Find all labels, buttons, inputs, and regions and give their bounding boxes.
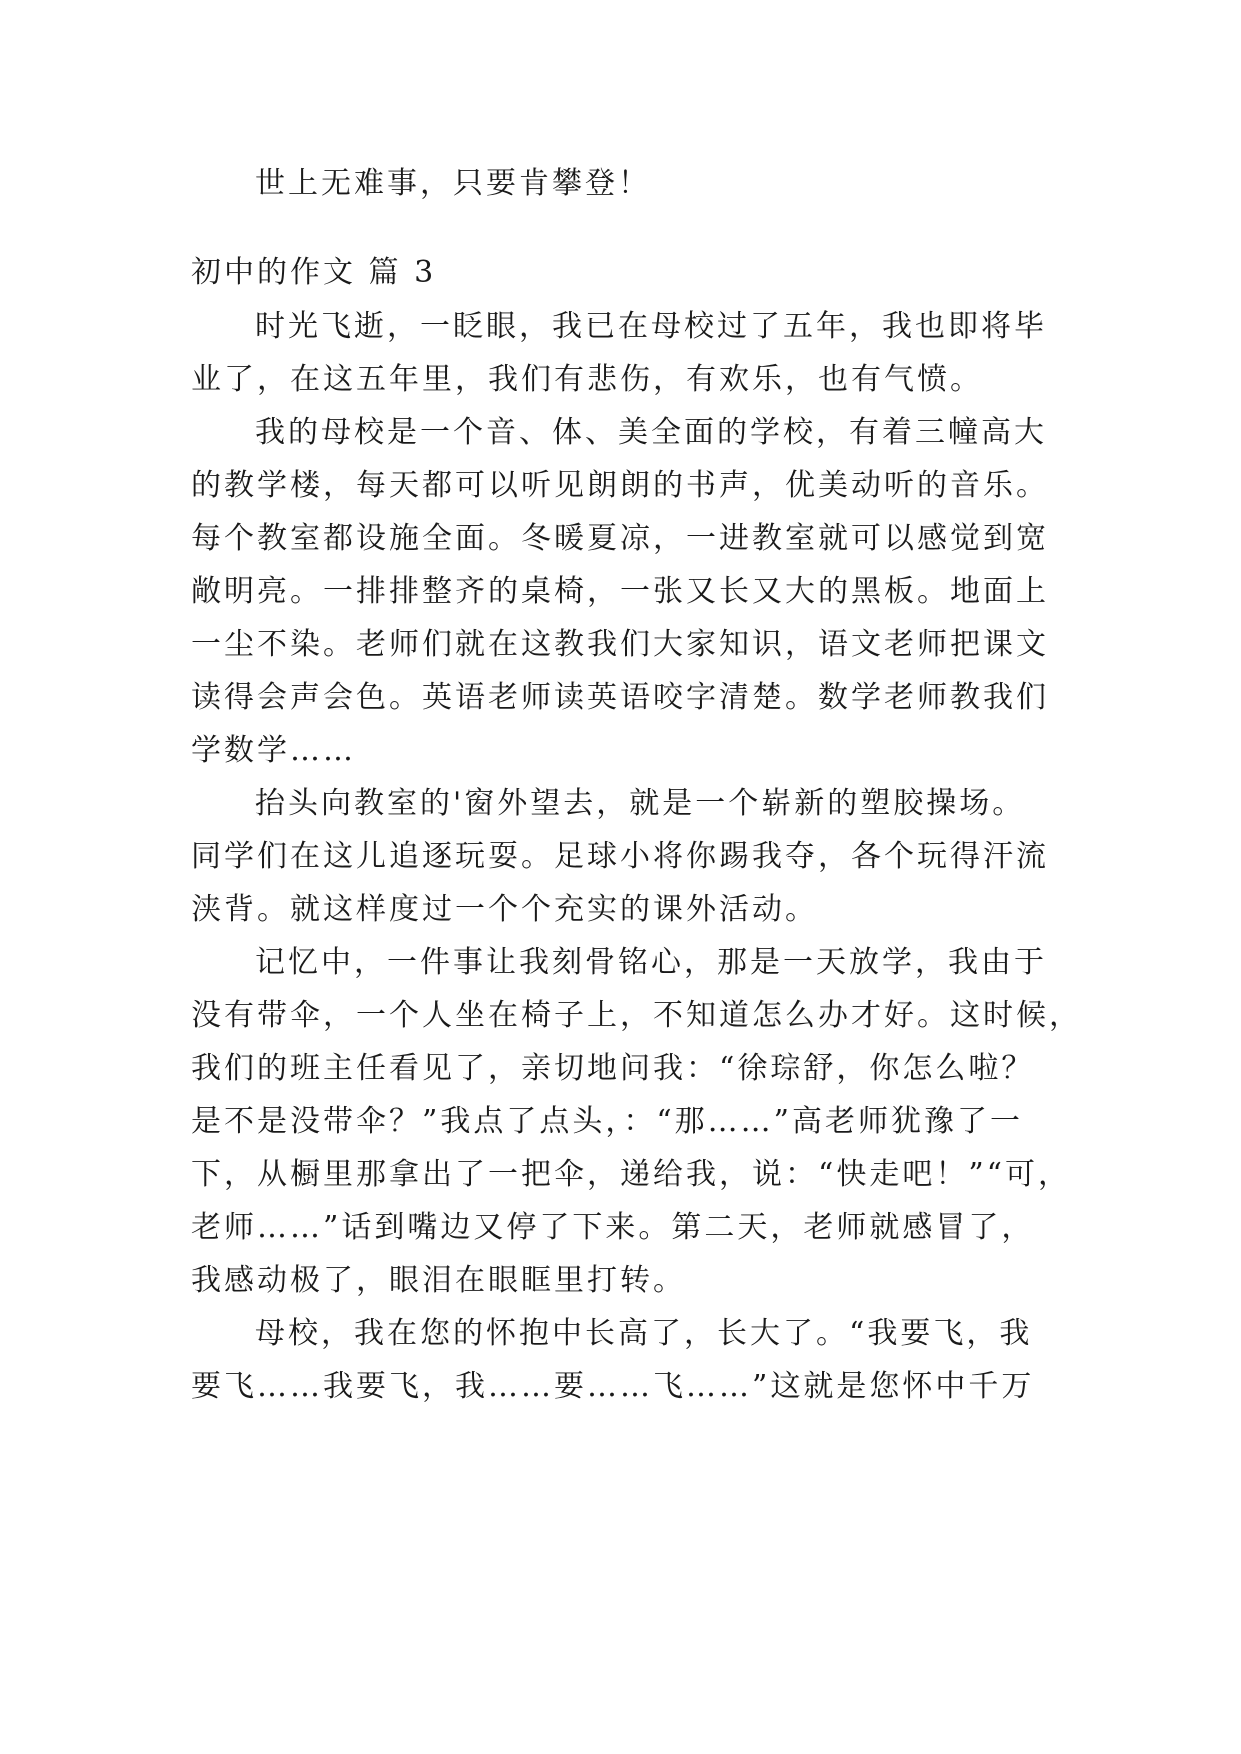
paragraph-line: 我感动极了，眼泪在眼眶里打转。 bbox=[191, 1263, 686, 1298]
paragraph-line: 每个教室都设施全面。冬暖夏凉，一进教室就可以感觉到宽 bbox=[191, 521, 1049, 556]
paragraph-line: 我的母校是一个音、体、美全面的学校，有着三幢高大 bbox=[255, 415, 1047, 450]
section-heading: 初中的作文 篇 3 bbox=[191, 255, 437, 290]
paragraph-line: 我们的班主任看见了，亲切地问我：“徐琮舒，你怎么啦？ bbox=[191, 1051, 1035, 1086]
paragraph-line: 记忆中，一件事让我刻骨铭心，那是一天放学，我由于 bbox=[255, 945, 1047, 980]
paragraph-line: 抬头向教室的'窗外望去，就是一个崭新的塑胶操场。 bbox=[255, 786, 1026, 821]
paragraph-line: 浃背。就这样度过一个个充实的课外活动。 bbox=[191, 892, 818, 927]
paragraph-line: 学数学…… bbox=[191, 733, 356, 768]
paragraph-line: 同学们在这儿追逐玩耍。足球小将你踢我夺，各个玩得汗流 bbox=[191, 839, 1049, 874]
paragraph-line: 老师……”话到嘴边又停了下来。第二天，老师就感冒了， bbox=[191, 1210, 1035, 1245]
paragraph-line: 下，从橱里那拿出了一把伞，递给我，说：“快走吧！”“可， bbox=[191, 1157, 1072, 1192]
paragraph-line: 没有带伞，一个人坐在椅子上，不知道怎么办才好。这时候， bbox=[191, 998, 1082, 1033]
paragraph-line: 的教学楼，每天都可以听见朗朗的书声，优美动听的音乐。 bbox=[191, 468, 1049, 503]
closing-line: 世上无难事，只要肯攀登！ bbox=[255, 166, 651, 201]
paragraph-line: 敞明亮。一排排整齐的桌椅，一张又长又大的黑板。地面上 bbox=[191, 574, 1049, 609]
paragraph-line: 母校，我在您的怀抱中长高了，长大了。“我要飞，我 bbox=[255, 1316, 1033, 1351]
paragraph-line: 时光飞逝，一眨眼，我已在母校过了五年，我也即将毕 bbox=[255, 309, 1047, 344]
paragraph-line: 是不是没带伞？”我点了点头，：“那……”高老师犹豫了一 bbox=[191, 1104, 1024, 1139]
paragraph-line: 一尘不染。老师们就在这教我们大家知识，语文老师把课文 bbox=[191, 627, 1049, 662]
paragraph-line: 要飞……我要飞，我……要……飞……”这就是您怀中千万 bbox=[191, 1369, 1035, 1404]
paragraph-line: 业了，在这五年里，我们有悲伤，有欢乐，也有气愤。 bbox=[191, 362, 983, 397]
paragraph-line: 读得会声会色。英语老师读英语咬字清楚。数学老师教我们 bbox=[191, 680, 1049, 715]
